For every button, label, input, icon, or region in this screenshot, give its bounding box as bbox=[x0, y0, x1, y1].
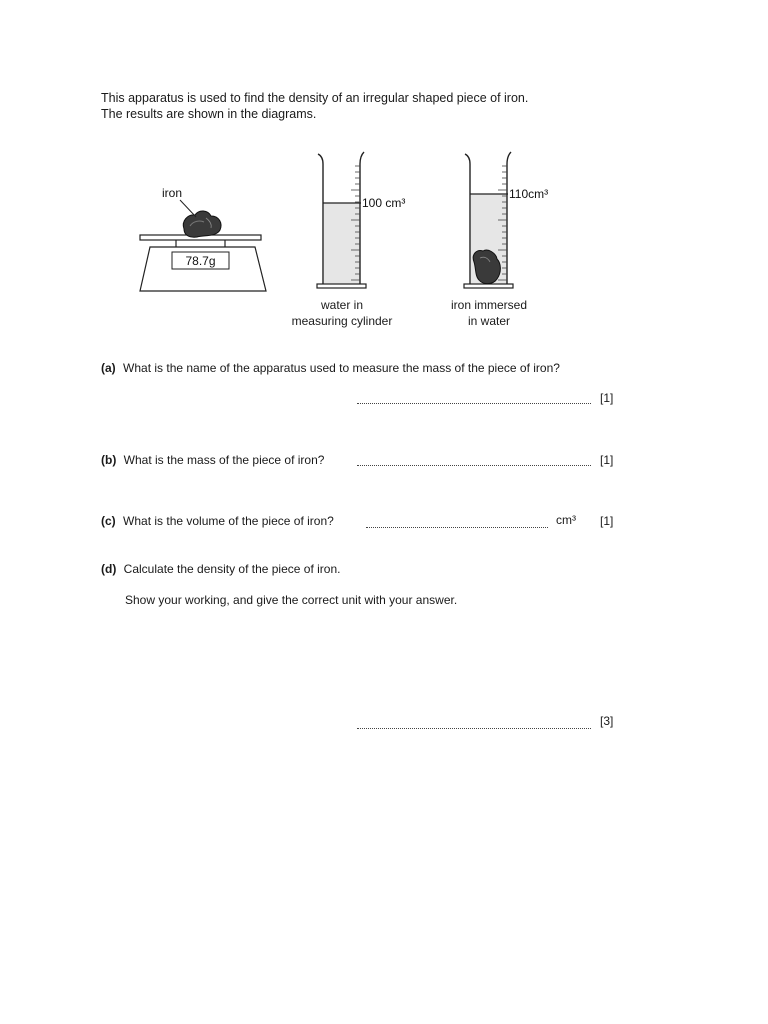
question-d-text: Calculate the density of the piece of iron. bbox=[123, 562, 341, 576]
question-a-text: What is the name of the apparatus used to measure the mass of the piece of iron? bbox=[123, 361, 560, 375]
answer-a-line[interactable] bbox=[357, 403, 591, 404]
iron-label: iron bbox=[161, 186, 183, 200]
iron-piece-on-balance bbox=[183, 211, 221, 237]
apparatus-diagram bbox=[0, 0, 768, 340]
cylinder-1-caption bbox=[282, 297, 402, 329]
cylinder-1-caption-line-2: measuring cylinder bbox=[291, 314, 393, 328]
cylinder-2-caption-line-1: iron immersed bbox=[450, 298, 528, 312]
intro-line-2: The results are shown in the diagrams. bbox=[101, 107, 317, 121]
question-b-label: (b) bbox=[101, 453, 117, 467]
question-c-marks: [1] bbox=[600, 514, 614, 528]
question-c-label: (c) bbox=[101, 514, 116, 528]
answer-c-line[interactable] bbox=[366, 527, 548, 528]
question-a-label: (a) bbox=[101, 361, 116, 375]
question-b-marks: [1] bbox=[600, 453, 614, 467]
question-c-text: What is the volume of the piece of iron? bbox=[123, 514, 334, 528]
question-d-instruction: Show your working, and give the correct unit with your answer. bbox=[125, 593, 458, 607]
cylinder-1-reading: 100 cm³ bbox=[362, 196, 406, 210]
question-a-marks: [1] bbox=[600, 391, 614, 405]
answer-d-line[interactable] bbox=[357, 728, 591, 729]
cylinder-2-reading: 110cm³ bbox=[509, 187, 549, 201]
question-d-marks: [3] bbox=[600, 714, 614, 728]
answer-b-line[interactable] bbox=[357, 465, 591, 466]
balance-reading: 78.7g bbox=[185, 254, 216, 268]
cylinder-1-caption-line-1: water in bbox=[320, 298, 364, 312]
question-b-text: What is the mass of the piece of iron? bbox=[123, 453, 325, 467]
question-c bbox=[101, 514, 334, 528]
question-a bbox=[101, 361, 560, 375]
question-c-unit: cm³ bbox=[556, 513, 576, 527]
question-d bbox=[101, 562, 340, 576]
question-b bbox=[101, 453, 324, 467]
cylinder-2-caption bbox=[429, 297, 549, 329]
intro-line-1: This apparatus is used to find the density of an irregular shaped piece of iron. bbox=[101, 91, 529, 105]
cylinder-2-caption-line-2: in water bbox=[467, 314, 511, 328]
question-d-label: (d) bbox=[101, 562, 117, 576]
balance bbox=[140, 235, 266, 291]
